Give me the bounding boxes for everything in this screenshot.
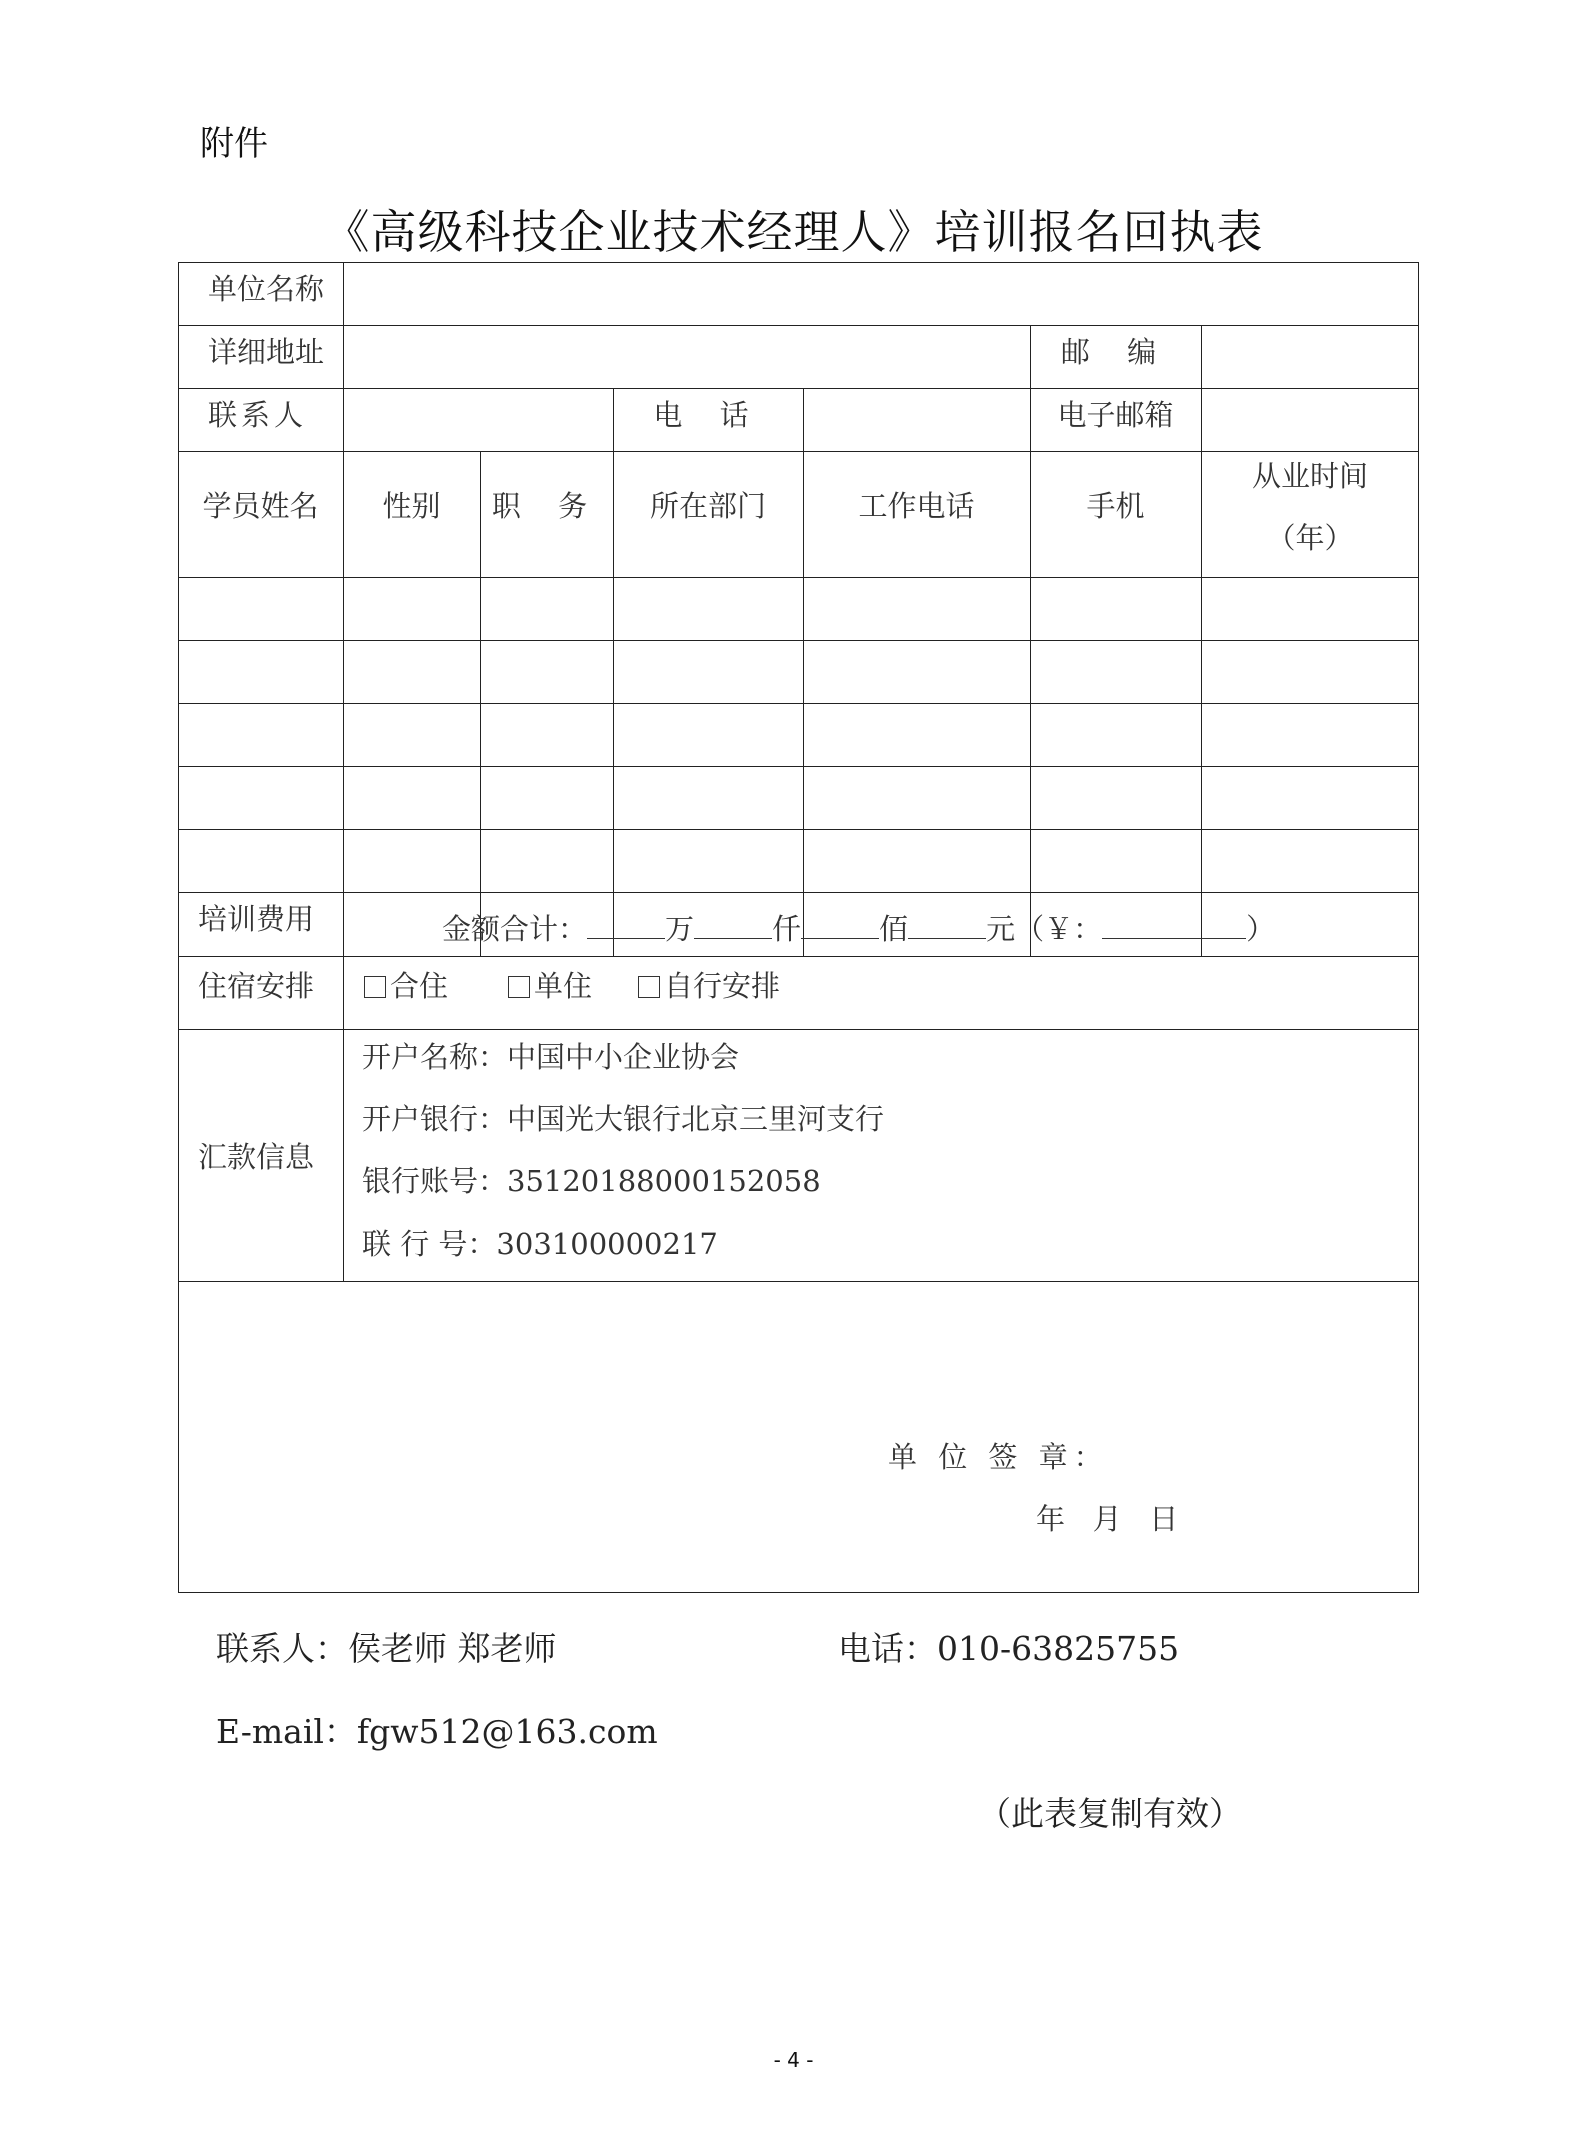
fee-blank-wan[interactable] [587,912,665,939]
address-label: 详细地址 [208,335,325,369]
fee-blank-qian[interactable] [694,912,772,939]
header-position: 职 务 [491,489,602,523]
lodging-option-label: 合住 [390,969,449,1003]
row-divider [178,325,1419,326]
header-trainee-name: 学员姓名 [202,489,319,523]
row-divider [178,640,1419,641]
fee-blank-bai[interactable] [801,912,879,939]
header-years-line2: （年） [1266,521,1354,555]
header-department: 所在部门 [649,489,766,523]
remit-account-number: 银行账号：35120188000152058 [362,1164,821,1198]
row-divider [178,1029,1419,1030]
checkbox-icon[interactable] [508,976,530,998]
row-divider [178,388,1419,389]
seal-label: 单 位 签 章： [888,1440,1109,1474]
remit-account-name: 开户名称：中国中小企业协会 [362,1040,740,1074]
checkbox-icon[interactable] [638,976,660,998]
fee-unit-yuan: 元（￥： [986,912,1103,946]
header-years-line1: 从业时间 [1251,459,1368,493]
row-divider [178,892,1419,893]
grid-column-divider [1030,451,1031,956]
lodging-option-label: 单住 [534,969,593,1003]
grid-column-divider [803,451,804,956]
fee-blank-yuan[interactable] [908,912,986,939]
fee-close-paren: ） [1246,912,1276,946]
lodging-option-label: 自行安排 [664,969,781,1003]
date-label: 年 月 日 [1036,1502,1179,1536]
row-divider [178,451,1419,452]
lodging-label: 住宿安排 [198,969,315,1003]
fee-amount-line [442,907,1275,948]
row-divider [178,766,1419,767]
checkbox-icon[interactable] [364,976,386,998]
fee-unit-qian: 仟 [772,912,802,946]
label-column-divider [343,262,344,1281]
fee-unit-wan: 万 [665,912,695,946]
fee-blank-total[interactable] [1102,912,1246,939]
page-number: - 4 - [773,2048,814,2072]
row-divider [178,829,1419,830]
lodging-option-self[interactable] [638,964,780,1005]
cell-divider [1201,388,1202,451]
remit-bank: 开户银行：中国光大银行北京三里河支行 [362,1102,885,1136]
cell-divider [803,388,804,451]
remit-bank-code: 联 行 号：303100000217 [362,1227,718,1261]
header-work-phone: 工作电话 [858,489,975,523]
document-title: 《高级科技企业技术经理人》培训报名回执表 [323,205,1264,259]
attachment-label: 附件 [200,124,268,164]
row-divider [178,1281,1419,1282]
row-divider [178,703,1419,704]
grid-column-divider [613,451,614,956]
row-divider [178,956,1419,957]
phone-label: 电 话 [653,398,763,432]
footer-copy-note: （此表复制有效） [978,1794,1242,1833]
header-mobile: 手机 [1086,489,1145,523]
fee-prefix: 金额合计： [442,912,588,946]
lodging-option-shared[interactable] [364,964,448,1005]
registration-form [178,262,1419,1593]
row-divider [178,577,1419,578]
footer-contact: 联系人：侯老师 郑老师 [216,1629,557,1668]
footer-phone: 电话：010-63825755 [838,1629,1180,1668]
cell-divider [1201,325,1202,388]
fee-label: 培训费用 [198,902,315,936]
email-label: 电子邮箱 [1057,398,1174,432]
lodging-option-single[interactable] [508,964,592,1005]
footer-email: E-mail：fgw512@163.com [216,1712,658,1751]
remit-label: 汇款信息 [198,1140,315,1174]
fee-unit-bai: 佰 [879,912,909,946]
postcode-label: 邮 编 [1060,335,1171,369]
header-gender: 性别 [382,489,441,523]
grid-column-divider [480,451,481,956]
unit-name-label: 单位名称 [208,272,325,306]
contact-label: 联系人 [208,398,308,432]
